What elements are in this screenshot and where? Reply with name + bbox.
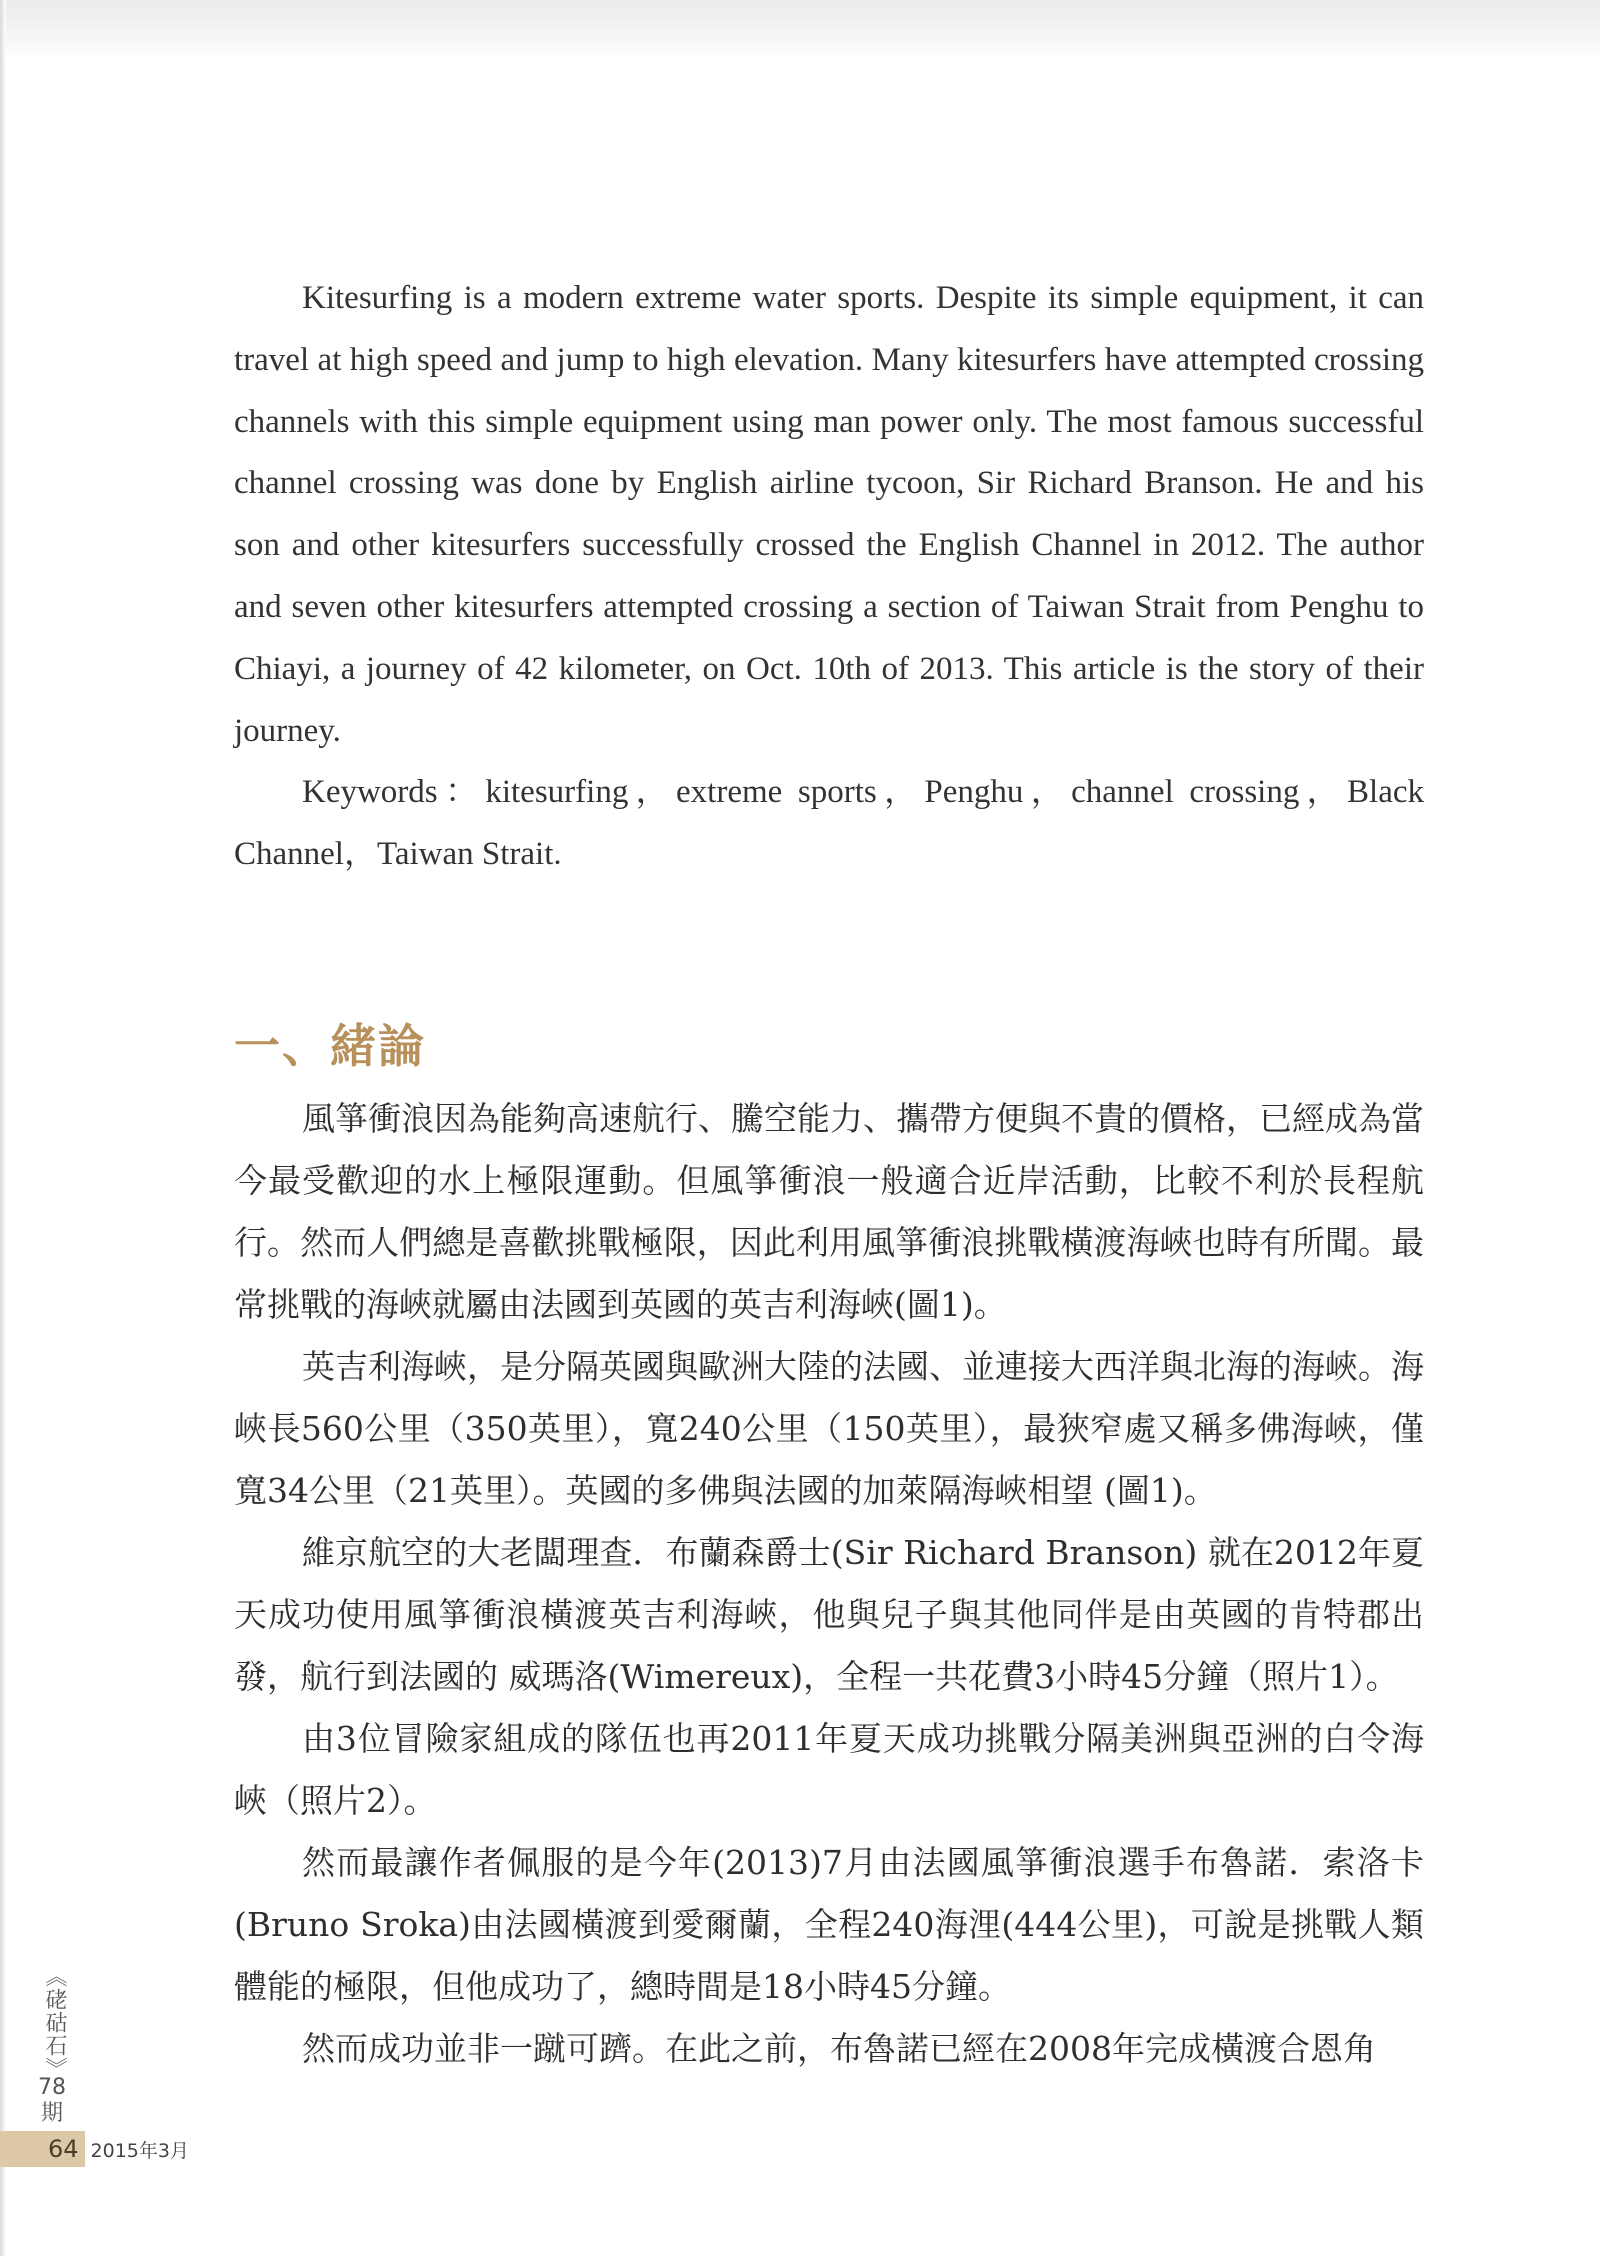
issue-suffix: 期	[40, 2101, 63, 2126]
issue-date: 2015年3月	[90, 2139, 189, 2162]
english-abstract	[234, 268, 1424, 886]
issue-label	[37, 2075, 67, 2127]
scan-left-shadow	[0, 0, 6, 2256]
abstract-keywords: Keywords：kitesurfing，extreme sports，Penghu，channel crossing，Black Channel，Taiwan Strait.	[234, 774, 1424, 873]
issue-number: 78	[38, 2075, 66, 2100]
body-paragraph-3: 維京航空的大老闆理查．布蘭森爵士(Sir Richard Branson) 就在2012年夏天成功使用風箏衝浪橫渡英吉利海峽，他與兒子與其他同伴是由英國的肯特郡出發，航行到法國的 威瑪洛(Wimereux)，全程一共花費3小時45分鐘（照片1）。	[234, 1533, 1424, 1696]
scan-top-shadow	[0, 0, 1600, 60]
page-number: 64	[0, 2131, 85, 2167]
body-paragraph-4: 由3位冒險家組成的隊伍也再2011年夏天成功挑戰分隔美洲與亞洲的白令海峽（照片2）。	[234, 1719, 1424, 1820]
body-paragraph-1: 風箏衝浪因為能夠高速航行、騰空能力、攜帶方便與不貴的價格，已經成為當今最受歡迎的水上極限運動。但風箏衝浪一般適合近岸活動，比較不利於長程航行。然而人們總是喜歡挑戰極限，因此利用風箏衝浪挑戰橫渡海峽也時有所聞。最常挑戰的海峽就屬由法國到英國的英吉利海峽(圖1)。	[234, 1099, 1424, 1324]
chinese-body-text	[234, 1088, 1424, 2080]
body-paragraph-5: 然而最讓作者佩服的是今年(2013)7月由法國風箏衝浪選手布魯諾．索洛卡(Bruno Sroka)由法國橫渡到愛爾蘭，全程240海浬(444公里)，可說是挑戰人類體能的極限，但他成功了，總時間是18小時45分鐘。	[234, 1843, 1424, 2006]
page-folio	[0, 2131, 189, 2167]
journal-title-vertical: 《硓𥑮石》	[42, 1965, 67, 2080]
section-heading-introduction: 一、緒論	[234, 1019, 426, 1073]
body-paragraph-6: 然而成功並非一蹴可躋。在此之前，布魯諾已經在2008年完成橫渡合恩角	[302, 2029, 1376, 2068]
abstract-paragraph: Kitesurfing is a modern extreme water sports. Despite its simple equipment, it can travel at high speed and jump to high elevation. Many kitesurfers have attempted crossing channels with this simple equipment using man power only. The most famous successful channel crossing was done by English airline tycoon, Sir Richard Branson. He and his son and other kitesurfers successfully crossed the English Channel in 2012. The author and seven other kitesurfers attempted crossing a section of Taiwan Strait from Penghu to Chiayi, a journey of 42 kilometer, on Oct. 10th of 2013. This article is the story of their journey.	[234, 280, 1424, 749]
body-paragraph-2: 英吉利海峽，是分隔英國與歐洲大陸的法國、並連接大西洋與北海的海峽。海峽長560公里（350英里），寬240公里（150英里），最狹窄處又稱多佛海峽，僅寬34公里（21英里）。英國的多佛與法國的加萊隔海峽相望 (圖1)。	[234, 1347, 1424, 1510]
